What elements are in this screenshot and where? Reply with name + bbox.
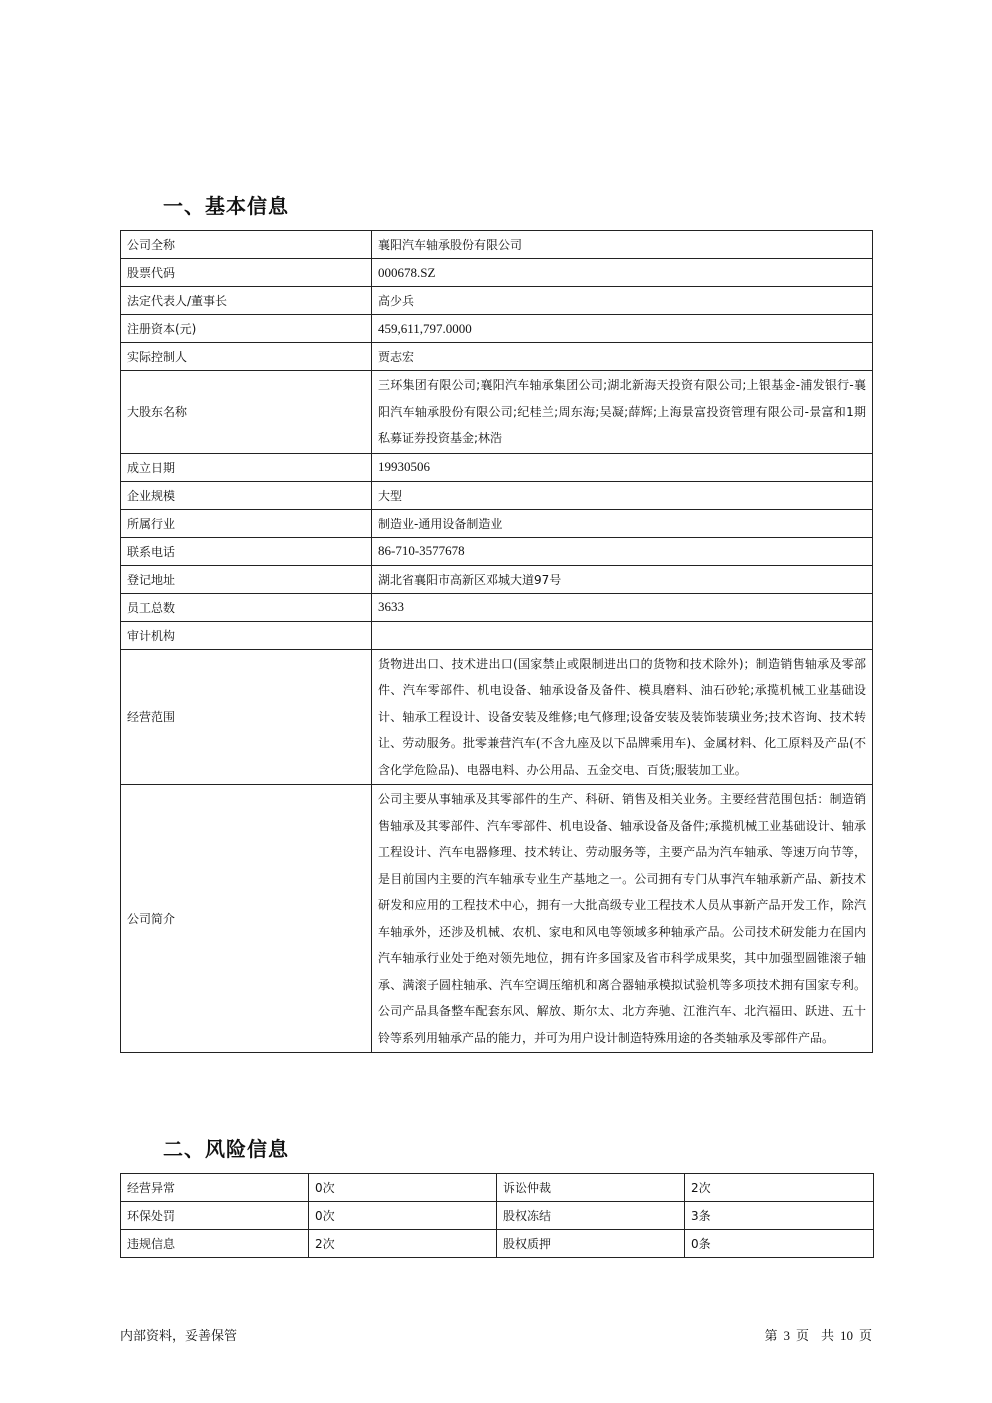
row-value: 3633: [372, 593, 873, 621]
row-label: 法定代表人/董事长: [121, 287, 372, 315]
row-label: 成立日期: [121, 453, 372, 481]
risk-label: 诉讼仲裁: [497, 1174, 685, 1202]
table-row: [121, 453, 873, 481]
table-row: [121, 343, 873, 371]
table-row: [121, 1202, 874, 1230]
total-prefix: 共: [820, 1328, 834, 1343]
risk-info-table: [120, 1173, 874, 1258]
page-prefix: 第: [764, 1328, 778, 1343]
row-label: 大股东名称: [121, 371, 372, 454]
table-row: [121, 259, 873, 287]
risk-value: 0条: [685, 1230, 874, 1258]
footer-confidential-note: 内部资料，妥善保管: [120, 1329, 238, 1344]
table-row: [121, 785, 873, 1053]
row-label: 登记地址: [121, 565, 372, 593]
row-value: 459,611,797.0000: [372, 315, 873, 343]
table-row: [121, 371, 873, 454]
table-row: [121, 481, 873, 509]
row-value: [372, 621, 873, 649]
risk-value: 0次: [309, 1174, 497, 1202]
table-row: [121, 593, 873, 621]
row-label: 联系电话: [121, 537, 372, 565]
row-value: 高少兵: [372, 287, 873, 315]
basic-info-table: [120, 230, 873, 1053]
row-value: 制造业-通用设备制造业: [372, 509, 873, 537]
row-label: 经营范围: [121, 649, 372, 785]
risk-label: 违规信息: [121, 1230, 309, 1258]
row-value: 大型: [372, 481, 873, 509]
table-row: [121, 1230, 874, 1258]
row-label: 员工总数: [121, 593, 372, 621]
row-label: 实际控制人: [121, 343, 372, 371]
row-label: 公司全称: [121, 231, 372, 259]
footer-page-number: [764, 1325, 872, 1344]
row-value: 贾志宏: [372, 343, 873, 371]
risk-value: 0次: [309, 1202, 497, 1230]
risk-label: 环保处罚: [121, 1202, 309, 1230]
row-value: 86-710-3577678: [372, 537, 873, 565]
total-num: 10: [839, 1328, 853, 1343]
risk-label: 股权质押: [497, 1230, 685, 1258]
risk-value: 2次: [309, 1230, 497, 1258]
row-value: 公司主要从事轴承及其零部件的生产、科研、销售及相关业务。主要经营范围包括：制造销售轴承及其零部件、汽车零部件、机电设备、轴承设备及备件;承揽机械工业基础设计、轴承工程设计、汽车电器修理、技术转让、劳动服务等，主要产品为汽车轴承、等速万向节等，是目前国内主要的汽车轴承专业生产基地之一。公司拥有专门从事汽车轴承新产品、新技术研发和应用的工程技术中心，拥有一大批高级专业工程技术人员从事新产品开发工作，除汽车轴承外，还涉及机械、农机、家电和风电等领域多种轴承产品。公司技术研发能力在国内汽车轴承行业处于绝对领先地位，拥有许多国家及省市科学成果奖，其中加强型圆锥滚子轴承、满滚子圆柱轴承、汽车空调压缩机和离合器轴承模拟试验机等多项技术拥有国家专利。公司产品具备整车配套东风、解放、斯尔太、北方奔驰、江淮汽车、北汽福田、跃进、五十铃等系列用轴承产品的能力，并可为用户设计制造特殊用途的各类轴承及零部件产品。: [372, 785, 873, 1053]
risk-label: 股权冻结: [497, 1202, 685, 1230]
table-row: [121, 649, 873, 785]
row-value: 襄阳汽车轴承股份有限公司: [372, 231, 873, 259]
table-row: [121, 315, 873, 343]
row-label: 注册资本(元): [121, 315, 372, 343]
table-row: [121, 1174, 874, 1202]
row-value: 000678.SZ: [372, 259, 873, 287]
section-title-risk-info: 二、风险信息: [163, 1137, 289, 1161]
table-row: [121, 287, 873, 315]
row-label: 股票代码: [121, 259, 372, 287]
row-label: 所属行业: [121, 509, 372, 537]
table-row: [121, 231, 873, 259]
risk-label: 经营异常: [121, 1174, 309, 1202]
row-value: 19930506: [372, 453, 873, 481]
row-value: 三环集团有限公司;襄阳汽车轴承集团公司;湖北新海天投资有限公司;上银基金-浦发银行-襄阳汽车轴承股份有限公司;纪桂兰;周东海;吴凝;薛辉;上海景富投资管理有限公司-景富和1期私募证券投资基金;林浩: [372, 371, 873, 454]
total-suffix: 页: [858, 1328, 872, 1343]
row-value: 湖北省襄阳市高新区邓城大道97号: [372, 565, 873, 593]
page-mid: 页: [795, 1328, 809, 1343]
table-row: [121, 509, 873, 537]
row-label: 企业规模: [121, 481, 372, 509]
row-label: 审计机构: [121, 621, 372, 649]
page-num: 3: [783, 1328, 790, 1343]
row-label: 公司简介: [121, 785, 372, 1053]
section-title-basic-info: 一、基本信息: [163, 194, 289, 218]
row-value: 货物进出口、技术进出口(国家禁止或限制进出口的货物和技术除外)；制造销售轴承及零部件、汽车零部件、机电设备、轴承设备及备件、模具磨料、油石砂轮;承揽机械工业基础设计、轴承工程设计、设备安装及维修;电气修理;设备安装及装饰装璜业务;技术咨询、技术转让、劳动服务。批零兼营汽车(不含九座及以下品牌乘用车)、金属材料、化工原料及产品(不含化学危险品)、电器电料、办公用品、五金交电、百货;服装加工业。: [372, 649, 873, 785]
table-row: [121, 537, 873, 565]
table-row: [121, 621, 873, 649]
risk-value: 2次: [685, 1174, 874, 1202]
risk-value: 3条: [685, 1202, 874, 1230]
table-row: [121, 565, 873, 593]
